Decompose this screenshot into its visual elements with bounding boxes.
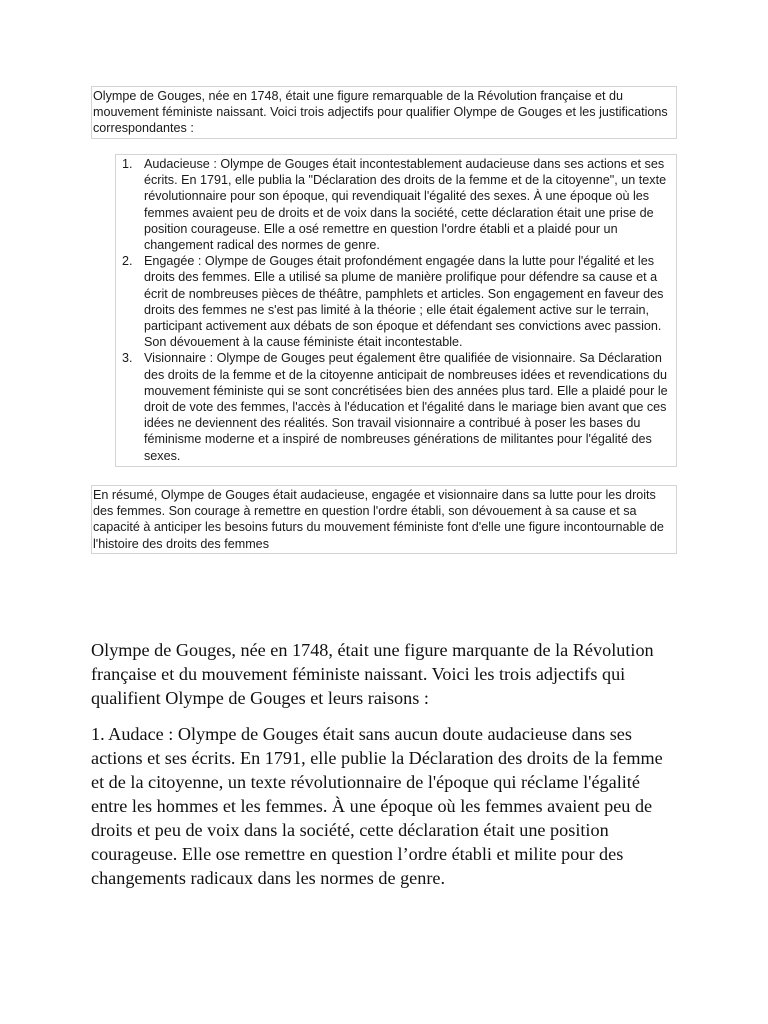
list-item-text: Audacieuse : Olympe de Gouges était incontestablement audacieuse dans ses actions et ses écrits. En 1791, elle publia la "Déclaration des droits de la femme et de la citoyenne", un texte révolutionnaire pour son époque, qui revendiquait l'égalité des sexes. À une époque où les femmes avaient peu de droits et de voix dans la société, cette déclaration était une prise de position courageuse. Elle a osé remettre en question l'ordre établi et a plaidé pour un changement radical des normes de genre. [144,157,667,253]
list-item-engagee [122,253,674,350]
summary-paragraph: En résumé, Olympe de Gouges était audacieuse, engagée et visionnaire dans sa lutte pour les droits des femmes. Son courage à remettre en question l'ordre établi, son dévouement à sa cause et sa capacité à anticiper les besoins futurs du mouvement féministe font d'elle une figure incontournable de l'histoire des droits des femmes [93,488,664,551]
list-item-number: 3. [122,351,133,366]
list-item-text: Visionnaire : Olympe de Gouges peut également être qualifiée de visionnaire. Sa Déclaration des droits de la femme et de la citoyenne anticipait de nombreuses idées et revendications du mouvement féministe qui se sont concrétisées bien des années plus tard. Elle a plaidé pour le droit de vote des femmes, l'accès à l'éducation et l'égalité dans le mariage bien avant que ces idées ne deviennent des réalités. Son travail visionnaire a contribué à poser les bases du féminisme moderne et a inspiré de nombreuses générations de militantes pour l'égalité des sexes. [144,351,668,463]
translation-paragraph-audace: 1. Audace : Olympe de Gouges était sans aucun doute audacieuse dans ses actions et ses écrits. En 1791, elle publie la Déclaration des droits de la femme et de la citoyenne, un texte révolutionnaire de l'époque qui réclame l'égalité entre les hommes et les femmes. À une époque où les femmes avaient peu de droits et peu de voix dans la société, cette déclaration était une position courageuse. Elle ose remettre en question l’ordre établi et milite pour des changements radicaux dans les normes de genre. [91,724,663,888]
list-item-number: 1. [122,157,133,171]
intro-text-box [91,86,677,139]
list-item-visionnaire [122,350,674,463]
list-item-audacieuse [122,156,674,253]
list-item-number: 2. [122,254,133,269]
translation-paragraph-intro: Olympe de Gouges, née en 1748, était une figure marquante de la Révolution française et du mouvement féministe naissant. Voici les trois adjectifs qui qualifient Olympe de Gouges et leurs raisons : [91,640,654,708]
summary-text-box [91,485,677,554]
adjectives-list [115,154,677,467]
list-item-text: Engagée : Olympe de Gouges était profondément engagée dans la lutte pour l'égalité et les droits des femmes. Elle a utilisé sa plume de manière prolifique pour défendre sa cause et a écrit de nombreuses pièces de théâtre, pamphlets et articles. Son engagement en faveur des droits des femmes ne s'est pas limité à la théorie ; elle était également active sur le terrain, participant activement aux débats de son époque et défendant ses convictions avec passion. Son dévouement à la cause féministe était incontestable. [144,254,664,350]
intro-paragraph: Olympe de Gouges, née en 1748, était une figure remarquable de la Révolution française et du mouvement féministe naissant. Voici trois adjectifs pour qualifier Olympe de Gouges et les justifications correspondantes : [93,89,668,136]
translation-section [91,638,669,902]
